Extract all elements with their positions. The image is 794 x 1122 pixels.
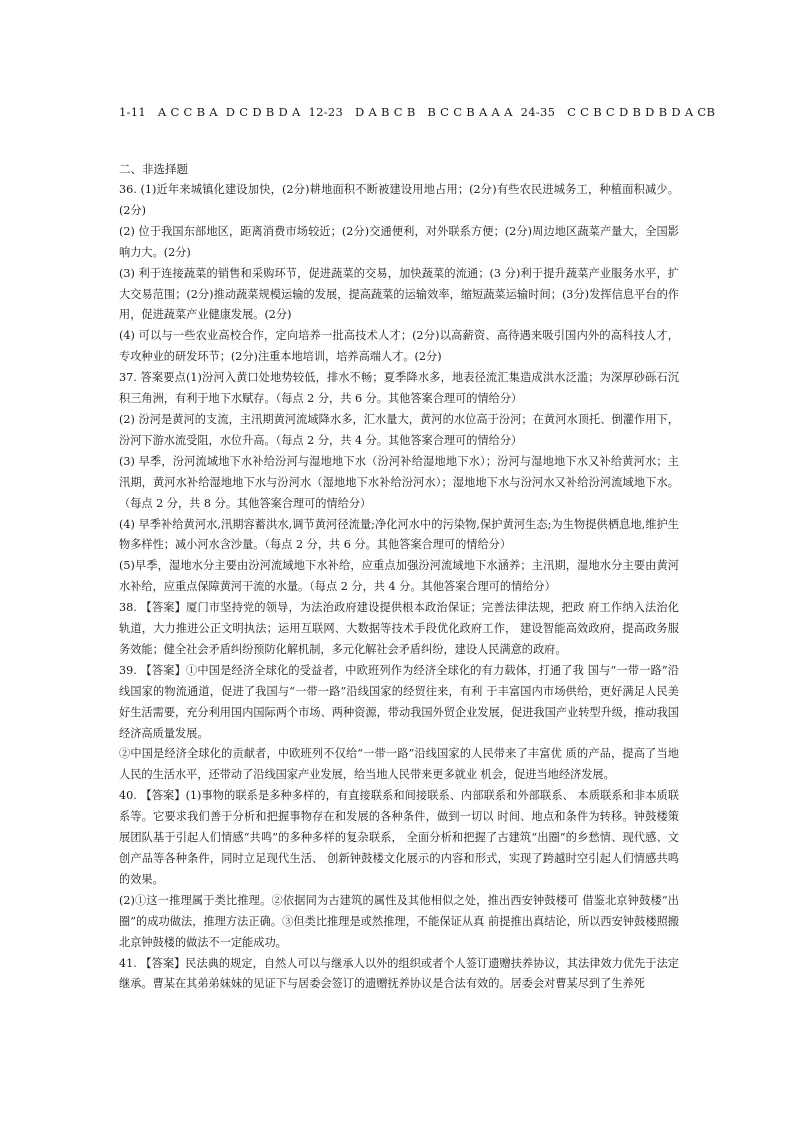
answer-paragraph-40-1: 40. 【答案】(1)事物的联系是多种多样的，有直接联系和间接联系、内部联系和外部联系、 本质联系和非本质联系等。它要求我们善于分析和把握事物存在和发展的各种条件，做到一切以 时间、地点和条件为转移。钟鼓楼策展团队基于引起人们情感“共鸣”的多种多样的复杂联系， 全面分析和把握了古建筑“出圈”的乡愁情、现代感、文创产品等各种条件，同时立足现代生活、 创新钟鼓楼文化展示的内容和形式，实现了跨越时空引起人们情感共鸣的效果。 (119, 789, 679, 886)
answer-paragraph-36-4: (4) 可以与一些农业高校合作，定向培养一批高技术人才；(2分)以高薪资、高待遇来吸引国内外的高科技人才，专攻种业的研发环节；(2分)注重本地培训，培养高端人才。(2分) (119, 329, 679, 364)
answer-paragraph-39-2: ②中国是经济全球化的贡献者，中欧班列不仅给“一带一路”沿线国家的人民带来了丰富优 质的产品，提高了当地人民的生活水平，还带动了沿线国家产业发展，给当地人民带来更多就业 机会，促进当地经济发展。 (119, 747, 679, 782)
answer-body (119, 180, 679, 995)
answer-paragraph-39-1: 39. 【答案】①中国是经济全球化的受益者，中欧班列作为经济全球化的有力载体，打通了我 国与“一带一路”沿线国家的物流通道，促进了我国与“一带一路”沿线国家的经贸往来，有利 于丰富国内市场供给，更好满足人民美好生活需要，充分利用国内国际两个市场、两种资源，带动我国外贸企业发展，促进我国产业转型升级，推动我国经济高质量发展。 (119, 663, 679, 740)
answer-paragraph-37-4: (4) 早季补给黄河水,汛期容蓄洪水,调节黄河径流量;净化河水中的污染物,保护黄河生态;为生物提供栖息地,维护生物多样性；减小河水含沙量。（每点 2 分，共 6 分。其他答案合理可的情给分） (119, 517, 679, 552)
answer-paragraph-37-5: (5)早季，湿地水分主要由汾河流域地下水补给，应重点加强汾河流域地下水涵养；主汛期，湿地水分主要由黄河水补给，应重点保障黄河干流的水量。（每点 2 分，共 4 分。其他答案合理可的情给分） (119, 559, 679, 594)
answer-paragraph-37-2: (2) 汾河是黄河的支流，主汛期黄河流域降水多，汇水量大，黄河的水位高于汾河；在黄河水顶托、倒灌作用下，汾河下游水流受阻，水位升高。（每点 2 分，共 4 分。其他答案合理可的情给分） (119, 412, 679, 447)
multiple-choice-answer-key: 1-11 A C C B A D C D B D A 12-23 D A B C B B C C B A A A 24-35 C C B C D B D B D A CB (119, 105, 716, 119)
answer-paragraph-41: 41. 【答案】民法典的规定，自然人可以与继承人以外的组织或者个人签订遗赠扶养协议，其法律效力优先于法定继承。曹某在其弟弟妹妹的见证下与居委会签订的遗赠抚养协议是合法有效的。居委会对曹某尽到了生养死 (119, 956, 679, 991)
answer-paragraph-37-1: 37. 答案要点(1)汾河入黄口处地势较低，排水不畅；夏季降水多，地表径流汇集造成洪水泛滥；为深厚砂砾石沉积三角洲，有利于地下水赋存。（每点 2 分，共 6 分。其他答案合理可的情给分） (119, 371, 679, 406)
answer-paragraph-40-2: (2)①这一推理属于类比推理。②依据同为古建筑的属性及其他相似之处，推出西安钟鼓楼可 借鉴北京钟鼓楼“出圈”的成功做法，推理方法正确。③但类比推理是或然推理，不能保证从真 前提推出真结论，所以西安钟鼓楼照搬北京钟鼓楼的做法不一定能成功。 (119, 893, 679, 949)
answer-paragraph-36-2: (2) 位于我国东部地区，距离消费市场较近；(2分)交通便利，对外联系方便；(2分)周边地区蔬菜产量大，全国影响力大。(2分) (119, 224, 679, 259)
answer-paragraph-36-3: (3) 利于连接蔬菜的销售和采购环节，促进蔬菜的交易，加快蔬菜的流通；(3 分)利于提升蔬菜产业服务水平，扩大交易范围；(2分)推动蔬菜规模运输的发展，提高蔬菜的运输效率，缩短蔬菜运输时间；(3分)发挥信息平台的作用，促进蔬菜产业健康发展。(2分) (119, 266, 679, 322)
answer-paragraph-38: 38. 【答案】厦门市坚持党的领导，为法治政府建设提供根本政治保证；完善法律法规，把政 府工作纳入法治化轨道，大力推进公正文明执法；运用互联网、大数据等技术手段优化政府工作， 建设智能高效政府，提高政务服务效能；健全社会矛盾纠纷预防化解机制，多元化解社会矛盾纠纷，建设人民满意的政府。 (119, 601, 679, 656)
answer-paragraph-37-3: (3) 早季，汾河流域地下水补给汾河与湿地地下水（汾河补给湿地地下水）；汾河与湿地地下水又补给黄河水；主汛期，黄河水补给湿地地下水与汾河水（湿地地下水补给汾河水）；湿地地下水与汾河水又补给汾河流域地下水。（每点 2 分，共 8 分。其他答案合理可的情给分） (119, 454, 679, 510)
answer-paragraph-36-1: 36. (1)近年来城镇化建设加快，(2分)耕地面积不断被建设用地占用；(2分)有些农民进城务工，种植面积减少。(2分) (119, 183, 679, 217)
section-heading: 二、非选择题 (119, 162, 188, 176)
